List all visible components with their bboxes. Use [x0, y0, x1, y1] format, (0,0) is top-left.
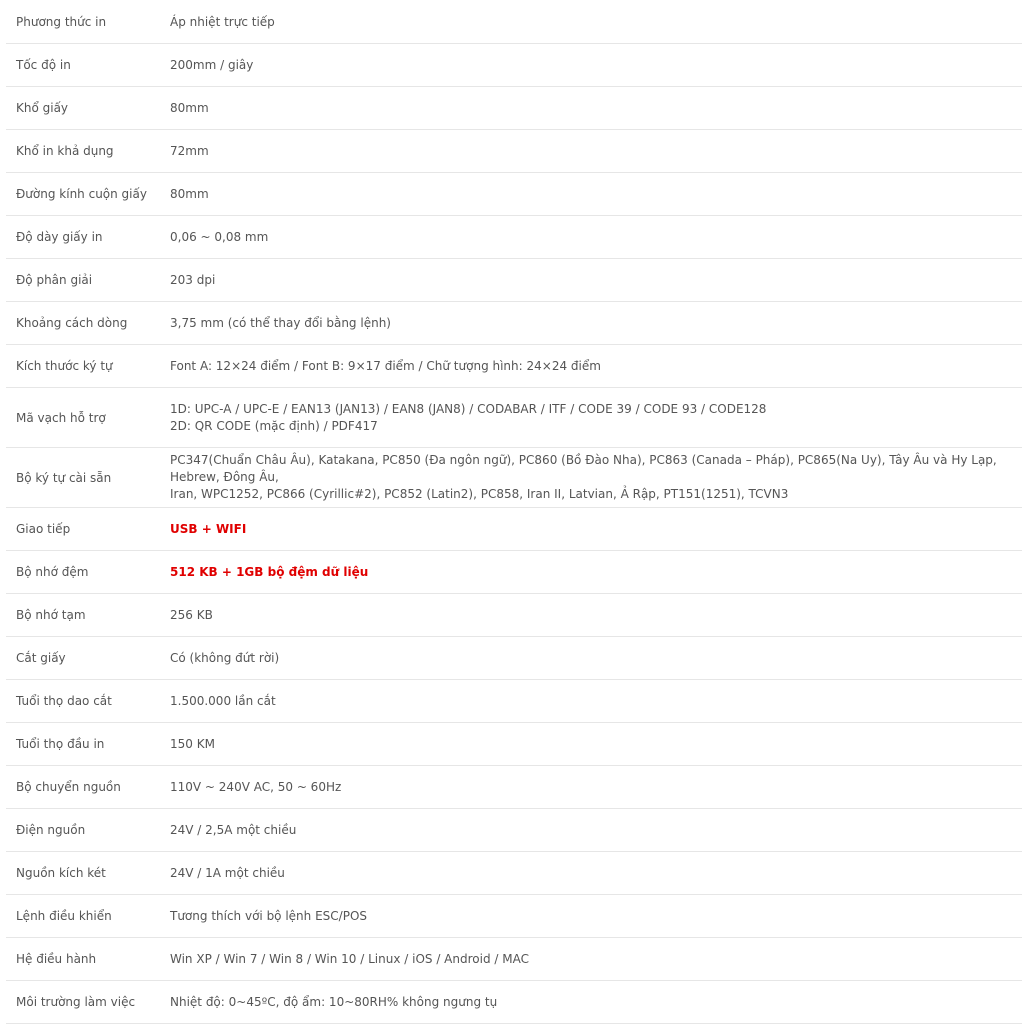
spec-value: [170, 229, 1022, 246]
spec-value-line: Có (không đứt rời): [170, 650, 280, 665]
spec-row: [6, 173, 1022, 216]
spec-label: Phương thức in: [16, 15, 107, 29]
spec-label: Hệ điều hành: [16, 952, 97, 966]
spec-label: Tuổi thọ đầu in: [16, 737, 105, 751]
spec-value: [170, 908, 1022, 925]
spec-row: [6, 448, 1022, 508]
spec-value-line: USB + WIFI: [170, 521, 247, 536]
spec-label: Điện nguồn: [16, 823, 86, 837]
spec-value-line: PC347(Chuẩn Châu Âu), Katakana, PC850 (Đa ngôn ngữ), PC860 (Bồ Đào Nha), PC863 (Canada – Pháp), PC865(Na Uy), Tây Âu và Hy Lạp, Hebrew, Đông Âu,: [170, 453, 997, 484]
spec-row: [6, 637, 1022, 680]
spec-value: [170, 564, 1022, 581]
spec-value: [170, 521, 1022, 538]
spec-value-line: 150 KM: [170, 736, 215, 751]
spec-value: [170, 57, 1022, 74]
spec-label: Tuổi thọ dao cắt: [16, 694, 112, 708]
spec-label: Kích thước ký tự: [16, 359, 113, 373]
spec-value-line: Nhiệt độ: 0~45ºC, độ ẩm: 10~80RH% không ngưng tụ: [170, 994, 498, 1009]
spec-label: Nguồn kích két: [16, 866, 106, 880]
spec-value: [170, 186, 1022, 203]
spec-value-line: 24V / 2,5A một chiều: [170, 822, 297, 837]
spec-row: [6, 766, 1022, 809]
spec-value: [170, 143, 1022, 160]
spec-value-line: 3,75 mm (có thể thay đổi bằng lệnh): [170, 315, 391, 330]
spec-value: [170, 650, 1022, 667]
spec-value: [170, 693, 1022, 710]
spec-row: [6, 809, 1022, 852]
spec-row: [6, 508, 1022, 551]
spec-label: Khoảng cách dòng: [16, 316, 128, 330]
spec-value: [170, 736, 1022, 753]
spec-label: Khổ giấy: [16, 101, 69, 115]
spec-row: [6, 981, 1022, 1024]
spec-row: [6, 938, 1022, 981]
spec-table: [6, 0, 1022, 1024]
spec-row: [6, 723, 1022, 766]
spec-label: Tốc độ in: [16, 58, 71, 72]
spec-value: [170, 401, 1022, 435]
spec-row: [6, 216, 1022, 259]
spec-value-line: 200mm / giây: [170, 57, 254, 72]
spec-row: [6, 302, 1022, 345]
spec-value: [170, 272, 1022, 289]
spec-label: Độ phân giải: [16, 273, 93, 287]
spec-row: [6, 895, 1022, 938]
spec-value: [170, 865, 1022, 882]
spec-label: Bộ nhớ đệm: [16, 565, 89, 579]
spec-value-line: Áp nhiệt trực tiếp: [170, 14, 275, 29]
spec-value-line: Tương thích với bộ lệnh ESC/POS: [170, 908, 368, 923]
spec-value-line: Font A: 12×24 điểm / Font B: 9×17 điểm / Chữ tượng hình: 24×24 điểm: [170, 358, 601, 373]
spec-value-line: 203 dpi: [170, 272, 216, 287]
spec-row: [6, 44, 1022, 87]
spec-label: Lệnh điều khiển: [16, 909, 112, 923]
spec-value-line: 2D: QR CODE (mặc định) / PDF417: [170, 418, 378, 433]
spec-row: [6, 1, 1022, 44]
spec-value: [170, 779, 1022, 796]
spec-value-line: 1D: UPC-A / UPC-E / EAN13 (JAN13) / EAN8 (JAN8) / CODABAR / ITF / CODE 39 / CODE 93 / CODE128: [170, 401, 767, 416]
spec-row: [6, 388, 1022, 448]
spec-label: Giao tiếp: [16, 522, 71, 536]
spec-value-line: 72mm: [170, 143, 209, 158]
spec-label: Bộ nhớ tạm: [16, 608, 86, 622]
spec-value: [170, 951, 1022, 968]
spec-label: Đường kính cuộn giấy: [16, 187, 147, 201]
spec-row: [6, 594, 1022, 637]
spec-label: Môi trường làm việc: [16, 995, 136, 1009]
spec-value-line: 0,06 ~ 0,08 mm: [170, 229, 269, 244]
spec-value: [170, 358, 1022, 375]
spec-row: [6, 345, 1022, 388]
spec-label: Độ dày giấy in: [16, 230, 103, 244]
spec-value: [170, 452, 1022, 503]
spec-row: [6, 130, 1022, 173]
spec-label: Mã vạch hỗ trợ: [16, 410, 106, 425]
spec-row: [6, 680, 1022, 723]
spec-label: Bộ chuyển nguồn: [16, 780, 121, 794]
spec-value-line: 256 KB: [170, 607, 213, 622]
spec-value: [170, 315, 1022, 332]
spec-label: Cắt giấy: [16, 651, 66, 665]
spec-value-line: 512 KB + 1GB bộ đệm dữ liệu: [170, 564, 369, 579]
spec-value: [170, 14, 1022, 31]
spec-value: [170, 822, 1022, 839]
spec-value-line: 24V / 1A một chiều: [170, 865, 285, 880]
spec-value-line: 80mm: [170, 186, 209, 201]
spec-label: Khổ in khả dụng: [16, 144, 114, 158]
spec-value-line: 1.500.000 lần cắt: [170, 693, 276, 708]
spec-value-line: 110V ~ 240V AC, 50 ~ 60Hz: [170, 779, 342, 794]
spec-value: [170, 607, 1022, 624]
spec-row: [6, 87, 1022, 130]
spec-row: [6, 551, 1022, 594]
spec-value-line: Iran, WPC1252, PC866 (Cyrillic#2), PC852 (Latin2), PC858, Iran II, Latvian, Ả Rập, PT151(1251), TCVN3: [170, 487, 789, 501]
spec-value-line: 80mm: [170, 100, 209, 115]
spec-value-line: Win XP / Win 7 / Win 8 / Win 10 / Linux / iOS / Android / MAC: [170, 951, 529, 966]
spec-row: [6, 852, 1022, 895]
spec-value: [170, 100, 1022, 117]
spec-value: [170, 994, 1022, 1011]
spec-label: Bộ ký tự cài sẵn: [16, 470, 112, 485]
spec-row: [6, 259, 1022, 302]
